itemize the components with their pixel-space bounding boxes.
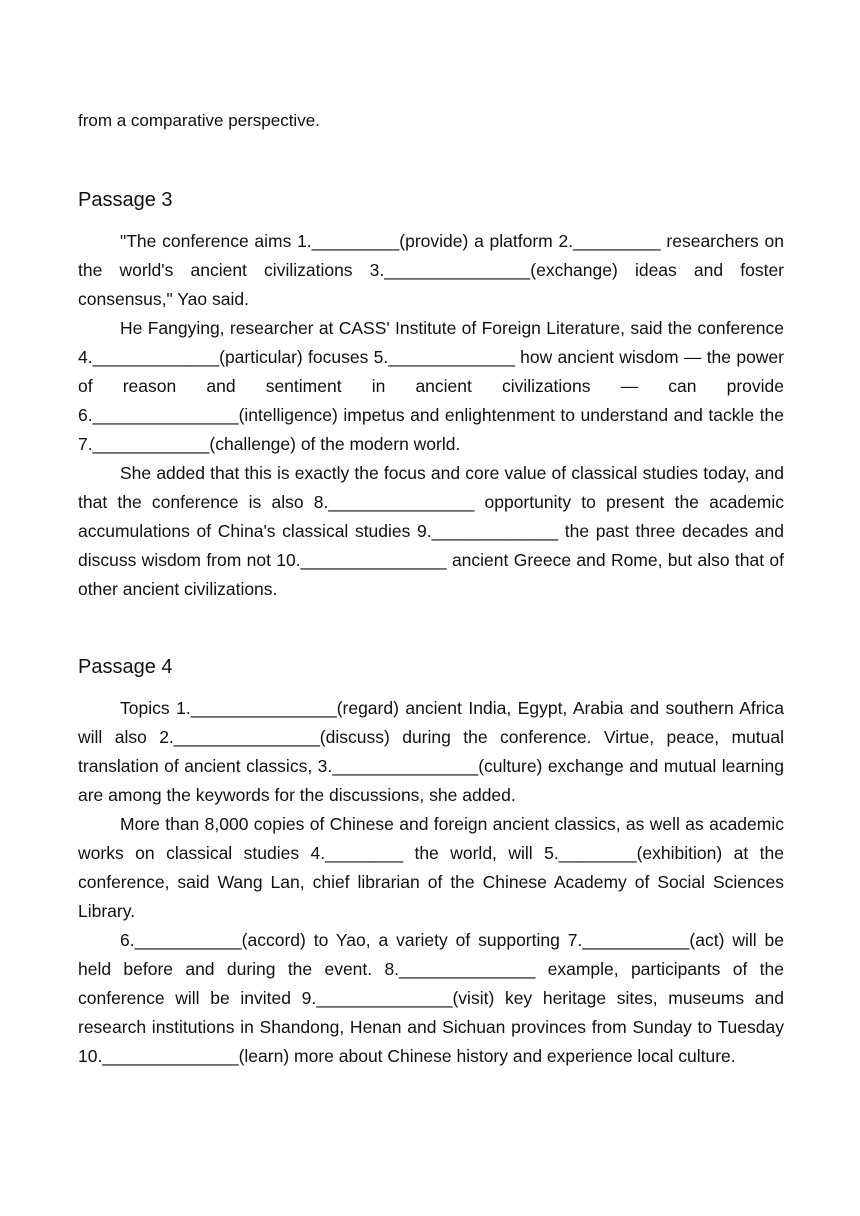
passage-4-paragraph-2: More than 8,000 copies of Chinese and foreign ancient classics, as well as academic works on classical studies 4.________ the world, will 5.________(exhibition) at the conference, said Wang Lan, chief librarian of the Chinese Academy of Social Sciences Library. [78,814,784,921]
passage-3-paragraph-1: "The conference aims 1._________(provide) a platform 2._________ researchers on the world's ancient civilizations 3._______________(exchange) ideas and foster consensus," Yao said. [78,231,784,309]
passage-3-title: Passage 3 [78,189,173,211]
intro-text: from a comparative perspective. [78,111,320,130]
passage-4-paragraph-3: 6.___________(accord) to Yao, a variety of supporting 7.___________(act) will be held before and during the event. 8.______________ example, participants of the conference will be invited 9.______________(visit) key heritage sites, museums and research institutions in Shandong, Henan and Sichuan provinces from Sunday to Tuesday 10.______________(learn) more about Chinese history and experience local culture. [78,930,784,1066]
passage-4-paragraph-1: Topics 1._______________(regard) ancient India, Egypt, Arabia and southern Africa will also 2._______________(discuss) during the conference. Virtue, peace, mutual translation of ancient classics, 3._______________(culture) exchange and mutual learning are among the keywords for the discussions, she added. [78,698,784,805]
passage-4-title: Passage 4 [78,656,173,678]
passage-3-paragraph-2: He Fangying, researcher at CASS' Institute of Foreign Literature, said the conference 4._____________(particular) focuses 5._____________ how ancient wisdom — the power of reason and sentiment in ancient civilizations — can provide 6._______________(intelligence) impetus and enlightenment to understand and tackle the 7.____________(challenge) of the modern world. [78,318,784,454]
passage-3-body [78,227,784,604]
passage-3-paragraph-3: She added that this is exactly the focus and core value of classical studies today, and that the conference is also 8._______________ opportunity to present the academic accumulations of China's classical studies 9._____________ the past three decades and discuss wisdom from not 10._______________ ancient Greece and Rome, but also that of other ancient civilizations. [78,463,784,599]
passage-4-body [78,694,784,1071]
